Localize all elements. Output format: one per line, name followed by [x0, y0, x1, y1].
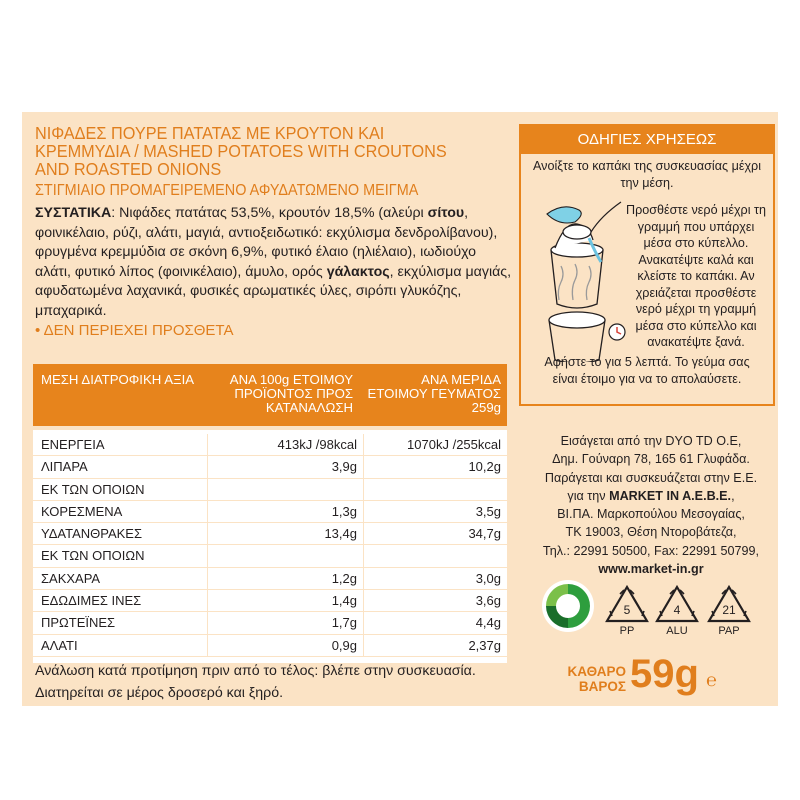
- usage-instructions: [519, 124, 775, 406]
- nutrition-header-per-serving: ΑΝΑ ΜΕΡΙΔΑ ΕΤΟΙΜΟΥ ΓΕΥΜΑΤΟΣ 259g: [367, 372, 501, 415]
- storage-info: [35, 660, 476, 704]
- nutrition-row: [33, 590, 507, 612]
- importer-line-5: ΒΙ.ΠΑ. Μαρκοπούλου Μεσογαίας,: [557, 507, 745, 522]
- nutrient-name: ΑΛΑΤΙ: [41, 637, 78, 653]
- website-link[interactable]: www.market-in.gr: [598, 562, 704, 577]
- cup-illustration-icon: [529, 192, 629, 362]
- value-per-100g: 1,3g: [331, 503, 357, 519]
- importer-info: [524, 432, 778, 578]
- nutrient-name: ΛΙΠΑΡΑ: [41, 459, 88, 475]
- net-weight-label-line-1: ΚΑΘΑΡΟ: [567, 664, 626, 679]
- value-per-serving: 3,5g: [475, 503, 501, 519]
- instruction-step-2: Προσθέστε νερό μέχρι τη γραμμή που υπάρχει μέσα στο κύπελλο. Ανακατέψτε καλά και κλείστε το καπάκι. Αν χρειάζεται προσθέστε νερό μέχρι τη γραμμή μέσα στο κύπελλο και ανακατέψτε ξανά.: [625, 203, 766, 349]
- instruction-step-1: Ανοίξτε το καπάκι της συσκευασίας μέχρι την μέση.: [532, 159, 762, 190]
- importer-line-4: [524, 487, 778, 505]
- nutrition-table: [33, 364, 507, 663]
- allergen-milk: γάλακτος: [326, 263, 390, 280]
- estimated-e-mark-icon: ℮: [706, 670, 717, 690]
- value-per-serving: 3,6g: [475, 593, 501, 609]
- nutrition-row: [33, 612, 507, 634]
- recycle-material: PAP: [718, 625, 740, 637]
- company-name: MARKET IN A.E.B.E.: [609, 488, 732, 503]
- recycling-symbol-icon: [652, 584, 702, 637]
- nutrition-header-per-100g: ΑΝΑ 100g ΕΤΟΙΜΟΥ ΠΡΟΪΟΝΤΟΣ ΠΡΟΣ ΚΑΤΑΝΑΛΩΣΗ: [229, 372, 353, 415]
- nutrition-row: [33, 479, 507, 501]
- value-per-serving: 3,0g: [475, 570, 501, 586]
- ingredients-text: [35, 204, 513, 321]
- nutrient-name: ΕΔΩΔΙΜΕΣ ΙΝΕΣ: [41, 593, 142, 609]
- nutrition-header-label: ΜΕΣΗ ΔΙΑΤΡΟΦΙΚΗ ΑΞΙΑ: [41, 372, 195, 387]
- importer-line-1: Εισάγεται από την DYO TD O.E,: [560, 434, 742, 448]
- value-per-100g: 1,7g: [331, 615, 357, 631]
- nutrition-row: [33, 456, 507, 478]
- nutrition-row: [33, 501, 507, 523]
- nutrition-row: [33, 568, 507, 590]
- recycle-triangle-icon: [706, 584, 752, 624]
- ingredients-part-1: : Νιφάδες πατάτας 53,5%, κρουτόν 18,5% (αλεύρι: [111, 205, 428, 221]
- value-per-100g: 3,9g: [331, 459, 357, 475]
- value-per-serving: 10,2g: [468, 459, 501, 475]
- title-line-3: AND ROASTED ONIONS: [35, 159, 222, 179]
- ingredients-part-2: , φοινικέλαιο, ρύζι, αλάτι, μαγιά, αντιοξειδωτικό: εκχύλισμα δενδρολίβανου), φρυγμένα κρεμμύδια σε σκόνη 6,9%, φυτικό έλαιο (ηλιέλαιο), ιωδιούχο αλάτι, φυτικό λίπος (φοινικέλαιο), άμυλο, ορός: [35, 205, 498, 280]
- recycling-symbol-icon: [602, 584, 652, 637]
- value-per-100g: 413kJ /98kcal: [277, 437, 357, 452]
- importer-line-2: Δημ. Γούναρη 78, 165 61 Γλυφάδα.: [552, 452, 750, 467]
- no-additives-note: • ΔΕΝ ΠΕΡΙΕΧΕΙ ΠΡΟΣΘΕΤΑ: [35, 322, 234, 339]
- recycle-code: 4: [673, 603, 681, 617]
- value-per-serving: 1070kJ /255kcal: [407, 437, 501, 452]
- recycle-code: 5: [623, 603, 631, 617]
- importer-line-6: ΤΚ 19003, Θέση Ντοροβάτεζα,: [565, 525, 737, 540]
- nutrient-name: ΕΚ ΤΩΝ ΟΠΟΙΩΝ: [41, 548, 145, 564]
- value-per-100g: 13,4g: [324, 526, 357, 542]
- value-per-serving: 34,7g: [468, 526, 501, 542]
- recycle-material: PP: [619, 625, 635, 637]
- value-per-100g: 0,9g: [331, 637, 357, 653]
- importer-line-4-prefix: για την: [567, 488, 610, 503]
- nutrient-name: ΕΝΕΡΓΕΙΑ: [41, 437, 105, 452]
- green-dot-icon: [540, 578, 596, 634]
- recycling-symbol-icon: [704, 584, 754, 637]
- importer-line-3: Παράγεται και συσκευάζεται στην Ε.Ε.: [544, 470, 758, 485]
- instruction-step-3: Αφήστε το για 5 λεπτά. Το γεύμα σας είναι έτοιμο για να το απολαύσετε.: [544, 355, 750, 386]
- recycle-material: ALU: [666, 625, 688, 637]
- best-before-note: Ανάλωση κατά προτίμηση πριν από το τέλος: βλέπε στην συσκευασία.: [35, 663, 476, 679]
- nutrient-name: ΚΟΡΕΣΜΕΝΑ: [41, 503, 123, 519]
- nutrition-row: [33, 635, 507, 657]
- value-per-100g: 1,2g: [331, 570, 357, 586]
- value-per-serving: 2,37g: [468, 637, 501, 653]
- recycle-code: 21: [722, 603, 736, 617]
- ingredients-label: ΣΥΣΤΑΤΙΚΑ: [35, 205, 112, 221]
- value-per-serving: 4,4g: [475, 615, 501, 631]
- nutrition-row: [33, 434, 507, 456]
- nutrient-name: ΣΑΚΧΑΡΑ: [41, 570, 101, 586]
- nutrition-body: [33, 430, 507, 663]
- storage-note: Διατηρείται σε μέρος δροσερό και ξηρό.: [35, 685, 284, 701]
- instructions-title: ΟΔΗΓΙΕΣ ΧΡΗΣΕΩΣ: [521, 126, 773, 154]
- value-per-100g: 1,4g: [331, 593, 357, 609]
- nutrition-row: [33, 523, 507, 545]
- importer-line-7: Τηλ.: 22991 50500, Fax: 22991 50799,: [542, 543, 760, 558]
- product-title: [35, 124, 491, 178]
- nutrition-header: [33, 364, 507, 426]
- net-weight-label: [566, 664, 626, 694]
- nutrient-name: ΥΔΑΤΑΝΘΡΑΚΕΣ: [41, 526, 142, 542]
- importer-line-4-suffix: ,: [731, 488, 735, 503]
- net-weight-value: 59g: [630, 652, 699, 696]
- nutrient-name: ΕΚ ΤΩΝ ΟΠΟΙΩΝ: [41, 481, 145, 497]
- title-line-2: ΚΡΕΜΜΥΔΙΑ / MASHED POTATOES WITH CROUTONS: [35, 141, 447, 161]
- nutrition-row: [33, 545, 507, 567]
- recycle-triangle-icon: [604, 584, 650, 624]
- allergen-wheat: σίτου: [427, 205, 465, 221]
- nutrient-name: ΠΡΩΤΕΪΝΕΣ: [41, 615, 116, 631]
- product-subtitle: ΣΤΙΓΜΙΑΙΟ ΠΡΟΜΑΓΕΙΡΕΜΕΝΟ ΑΦΥΔΑΤΩΜΕΝΟ ΜΕΙΓΜΑ: [35, 182, 419, 199]
- recycle-triangle-icon: [654, 584, 700, 624]
- ingredients-part-3: , εκχύλισμα μαγιάς, αφυδατωμένα λαχανικά, φυσικές αρωματικές ύλες, σιρόπι γλυκόζης, μπαχαρικά.: [35, 263, 512, 319]
- net-weight-label-line-2: ΒΑΡΟΣ: [578, 679, 626, 694]
- title-line-1: ΝΙΦΑΔΕΣ ΠΟΥΡΕ ΠΑΤΑΤΑΣ ΜΕ ΚΡΟΥΤΟΝ ΚΑΙ: [35, 123, 385, 143]
